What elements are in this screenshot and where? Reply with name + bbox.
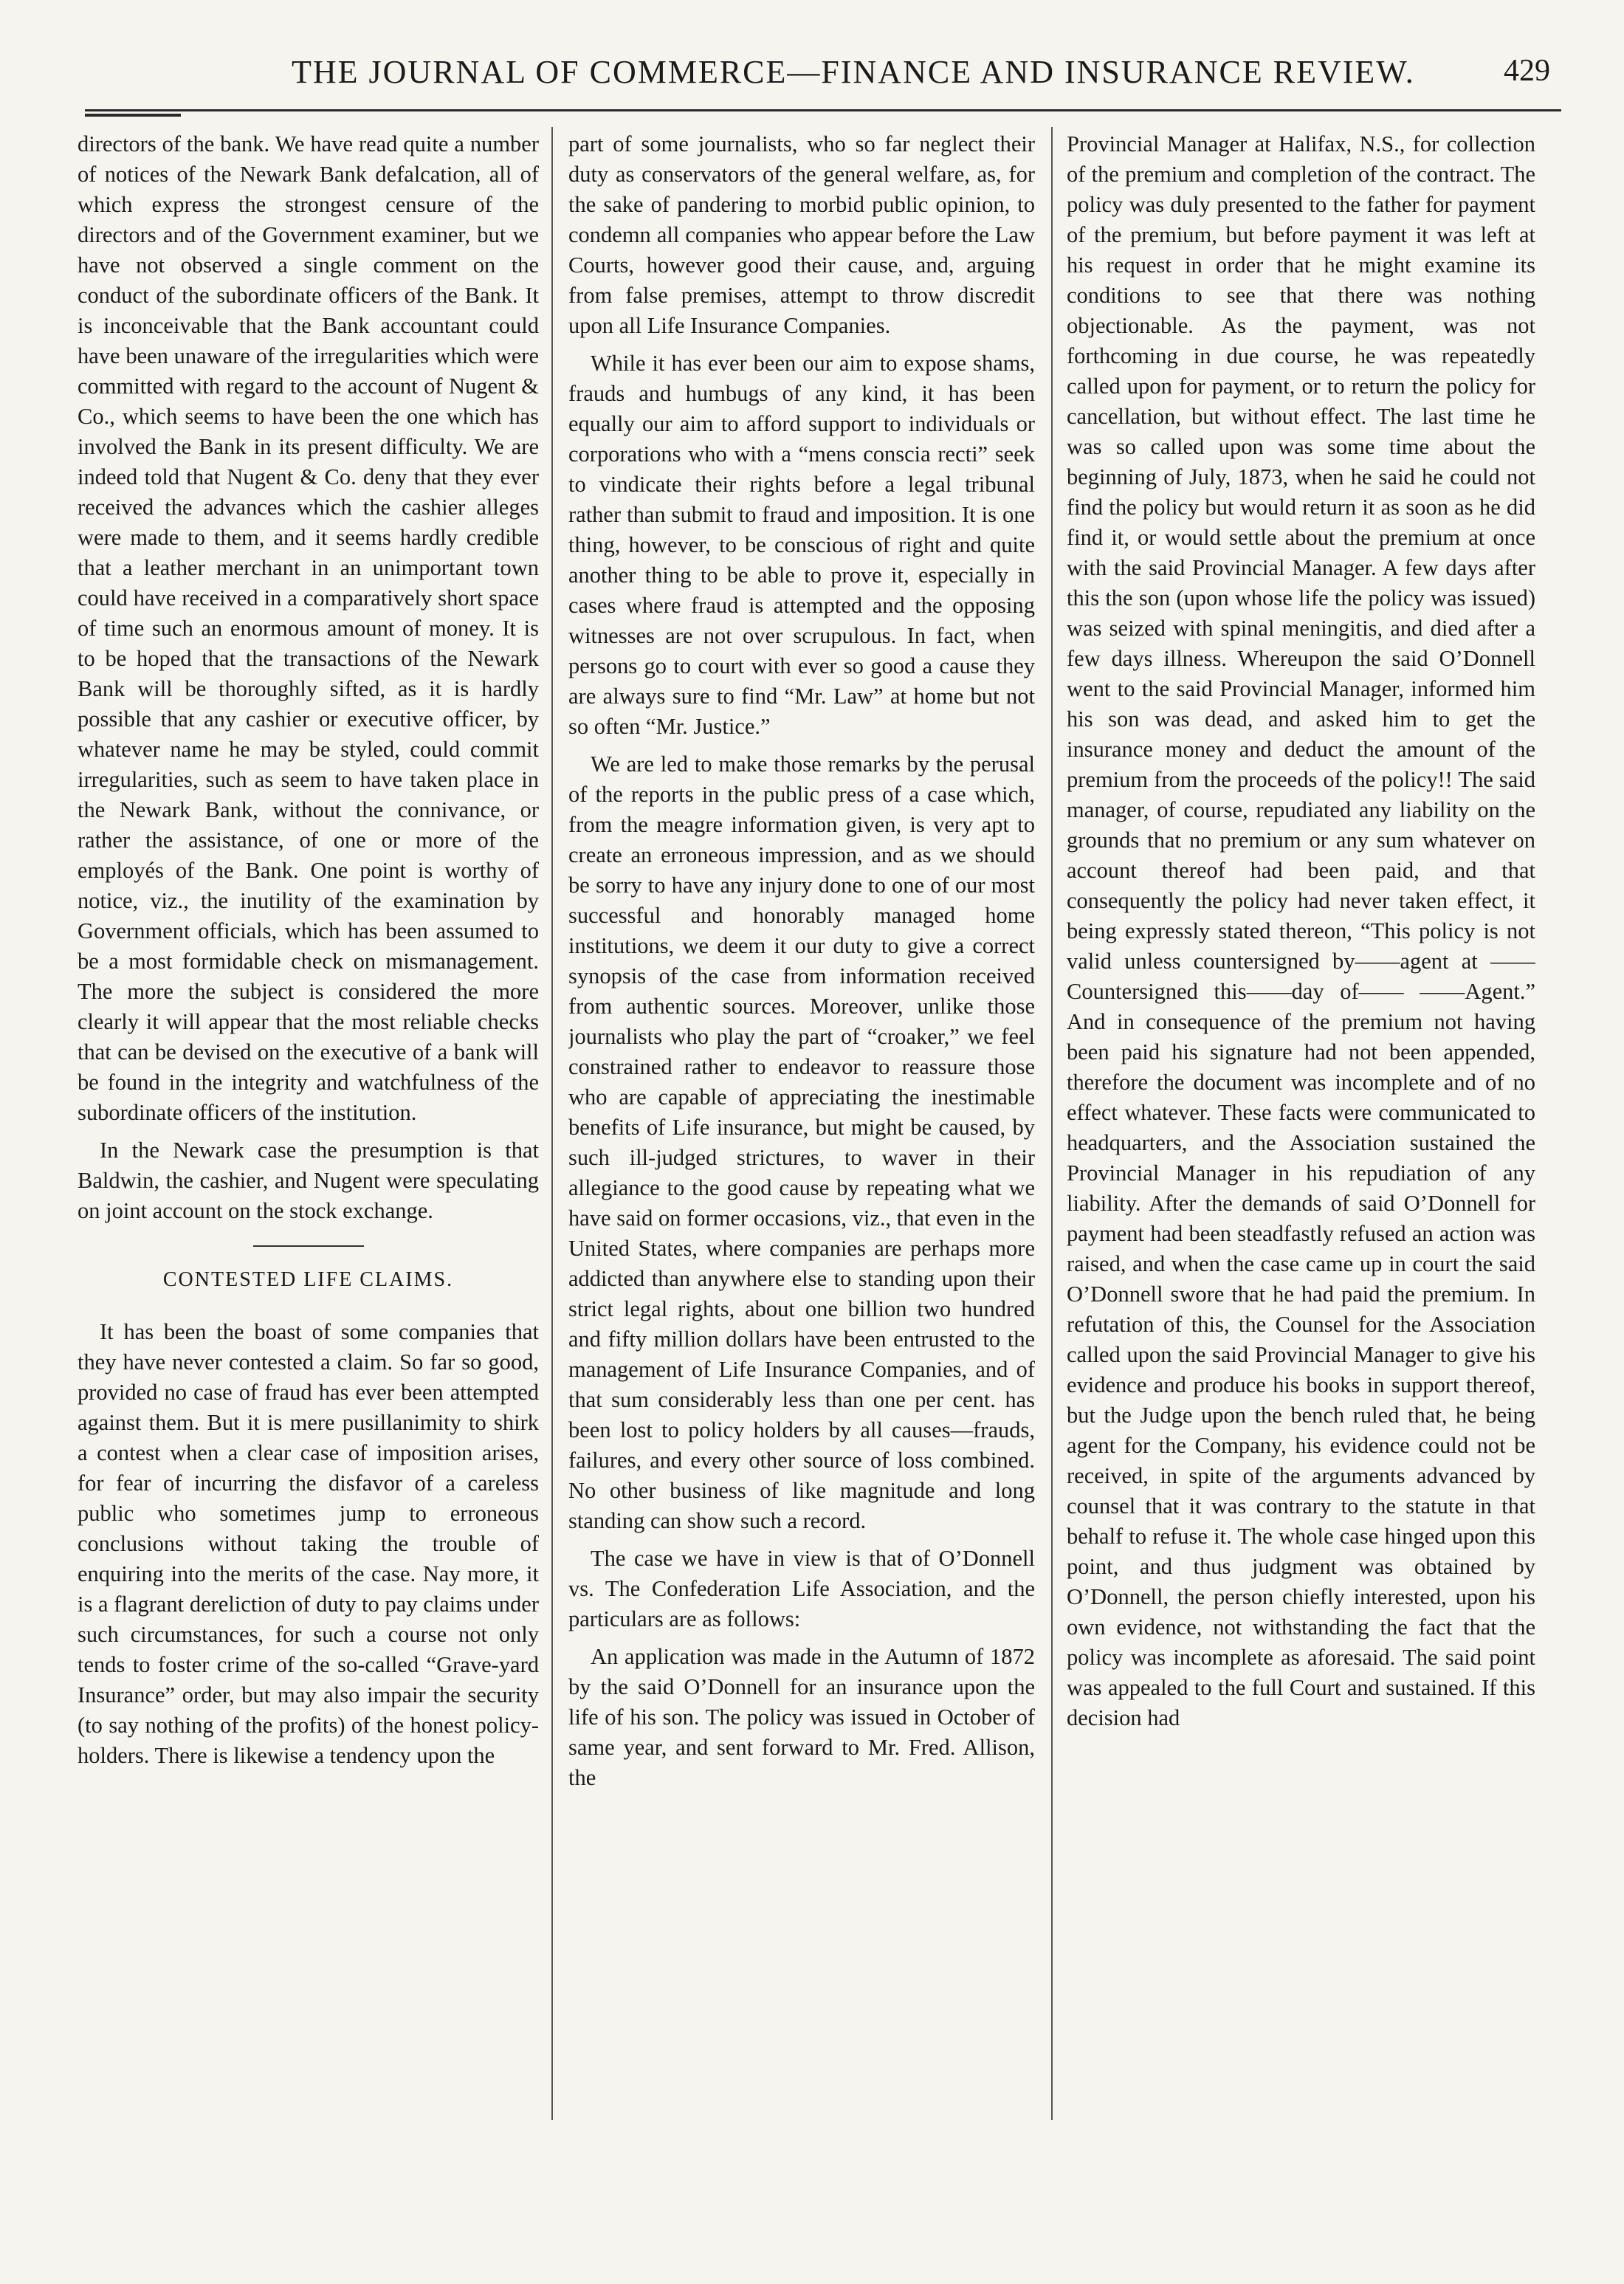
paragraph: directors of the bank. We have read quite a number of notices of the Newark Bank defalcation, all of which express the strongest censure of the directors and of the Government examiner, but we have not observed a single comment on the conduct of the subordinate officers of the Bank. It is inconceivable that the Bank accountant could have been unaware of the irregularities which were committed with regard to the account of Nugent & Co., which seems to have been the one which has involved the Bank in its present difficulty. We are indeed told that Nugent & Co. deny that they ever received the advances which the cashier alleges were made to them, and it seems hardly credible that a leather merchant in an unimportant town could have received in a comparatively short space of time such an enormous amount of money. It is to be hoped that the transactions of the Newark Bank will be thoroughly sifted, as it is hardly possible that any cashier or executive officer, by whatever name he may be styled, could commit irregularities, such as seem to have taken place in the Newark Bank, without the connivance, or rather the assistance, of one or more of the employés of the Bank. One point is worthy of notice, viz., the inutility of the examination by Government officials, which has been assumed to be a most formidable check on mismanagement. The more the subject is considered the more clearly it will appear that the most reliable checks that can be devised on the executive of a bank will be found in the integrity and watchfulness of the subordinate officers of the institution.: [78, 131, 539, 1125]
column-divider: [551, 127, 553, 2120]
running-head: [0, 46, 1624, 99]
page-number: 429: [1504, 54, 1550, 88]
paragraph: An application was made in the Autumn of 1872 by the said O’Donnell for an insurance upon the life of his son. The policy was issued in October of same year, and sent forward to Mr. Fred. Allison, the: [568, 1644, 1035, 1790]
header-rule-accent: [85, 114, 181, 117]
paragraph: The case we have in view is that of O’Donnell vs. The Confederation Life Association, and the particulars are as follows:: [568, 1546, 1035, 1631]
paragraph: Provincial Manager at Halifax, N.S., for collection of the premium and completion of the contract. The policy was duly presented to the father for payment of the premium, but before payment it was left at his request in order that he might examine its conditions to see that there was nothing objectionable. As the payment, was not forthcoming in due course, he was repeatedly called upon for payment, or to return the policy for cancellation, but without effect. The last time he was so called upon was some time about the beginning of July, 1873, when he said he could not find the policy but would return it as soon as he did find it, or would settle about the premium at once with the said Provincial Manager. A few days after this the son (upon whose life the policy was issued) was seized with spinal meningitis, and died after a few days illness. Whereupon the said O’Donnell went to the said Provincial Manager, informed him his son was dead, and asked him to get the insurance money and deduct the amount of the premium from the proceeds of the policy!! The said manager, of course, repudiated any liability on the grounds that no premium or any sum whatever on account thereof had been paid, and that consequently the policy had never taken effect, it being expressly stated thereon, “This policy is not valid unless countersigned by——agent at ——Countersigned this——day of—— ——Agent.” And in consequence of the premium not having been paid his signature had not been appended, therefore the document was incomplete and of no effect whatever. These facts were communicated to headquarters, and the Association sustained the Provincial Manager in his repudiation of any liability. After the demands of said O’Donnell for payment had been steadfastly refused an action was raised, and when the case came up in court the said O’Donnell swore that he had paid the premium. In refutation of this, the Counsel for the Association called upon the said Provincial Manager to give his evidence and produce his books in support thereof, but the Judge upon the bench ruled that, he being agent for the Company, his evidence could not be received, in spite of the arguments advanced by counsel that it was contrary to the statute in that behalf to refuse it. The whole case hinged upon this point, and thus judgment was obtained by O’Donnell, the person chiefly interested, upon his own evidence, not withstanding the fact that the policy was incomplete as aforesaid. The said point was appealed to the full Court and sustained. If this decision had: [1067, 131, 1535, 1730]
journal-title: THE JOURNAL OF COMMERCE—FINANCE AND INSURANCE REVIEW.: [292, 54, 1415, 90]
paragraph: In the Newark case the presumption is that Baldwin, the cashier, and Nugent were speculating on joint account on the stock exchange.: [78, 1138, 539, 1223]
section-heading: CONTESTED LIFE CLAIMS.: [162, 1268, 454, 1291]
column-divider: [1051, 127, 1053, 2120]
paragraph: We are led to make those remarks by the perusal of the reports in the public press of a case which, from the meagre information given, is very apt to create an erroneous impression, and as we should be sorry to have any injury done to one of our most successful and honorably managed home institutions, we deem it our duty to give a correct synopsis of the case from information received from authentic sources. Moreover, unlike those journalists who play the part of “croaker,” we feel constrained rather to endeavor to reassure those who are capable of appreciating the inestimable benefits of Life insurance, but might be caused, by such ill-judged strictures, to waver in their allegiance to the good cause by repeating what we have said on former occasions, viz., that even in the United States, where companies are perhaps more addicted than anywhere else to standing upon their strict legal rights, about one billion two hundred and fifty million dollars have been entrusted to the management of Life Insurance Companies, and of that sum considerably less than one per cent. has been lost to policy holders by all causes—frauds, failures, and every other source of loss combined. No other business of like magnitude and long standing can show such a record.: [568, 751, 1035, 1533]
section-divider: [253, 1245, 364, 1247]
paragraph: It has been the boast of some companies that they have never contested a claim. So far so good, provided no case of fraud has ever been attempted against them. But it is mere pusillanimity to shirk a contest when a clear case of imposition arises, for fear of incurring the disfavor of a careless public who sometimes jump to erroneous conclusions without taking the trouble of enquiring into the merits of the case. Nay more, it is a flagrant dereliction of duty to pay claims under such circumstances, for such a course not only tends to foster crime of the so-called “Grave-yard Insurance” order, but may also impair the security (to say nothing of the profits) of the honest policy-holders. There is likewise a tendency upon the: [78, 1319, 539, 1768]
header-rule: [85, 109, 1561, 111]
paragraph: While it has ever been our aim to expose shams, frauds and humbugs of any kind, it has been equally our aim to afford support to individuals or corporations who with a “mens conscia recti” seek to vindicate their rights before a legal tribunal rather than submit to fraud and imposition. It is one thing, however, to be conscious of right and quite another thing to be able to prove it, especially in cases where fraud is attempted and the opposing witnesses are not over scrupulous. In fact, when persons go to court with ever so good a cause they are always sure to find “Mr. Law” at home but not so often “Mr. Justice.”: [568, 351, 1035, 739]
paragraph: part of some journalists, who so far neglect their duty as conservators of the general welfare, as, for the sake of pandering to morbid public opinion, to condemn all companies who appear before the Law Courts, however good their cause, and, arguing from false premises, attempt to throw discredit upon all Life Insurance Companies.: [568, 131, 1035, 338]
text-column-1: [78, 129, 539, 2270]
text-column-2: [568, 129, 1035, 2270]
text-column-3: [1067, 129, 1535, 2270]
